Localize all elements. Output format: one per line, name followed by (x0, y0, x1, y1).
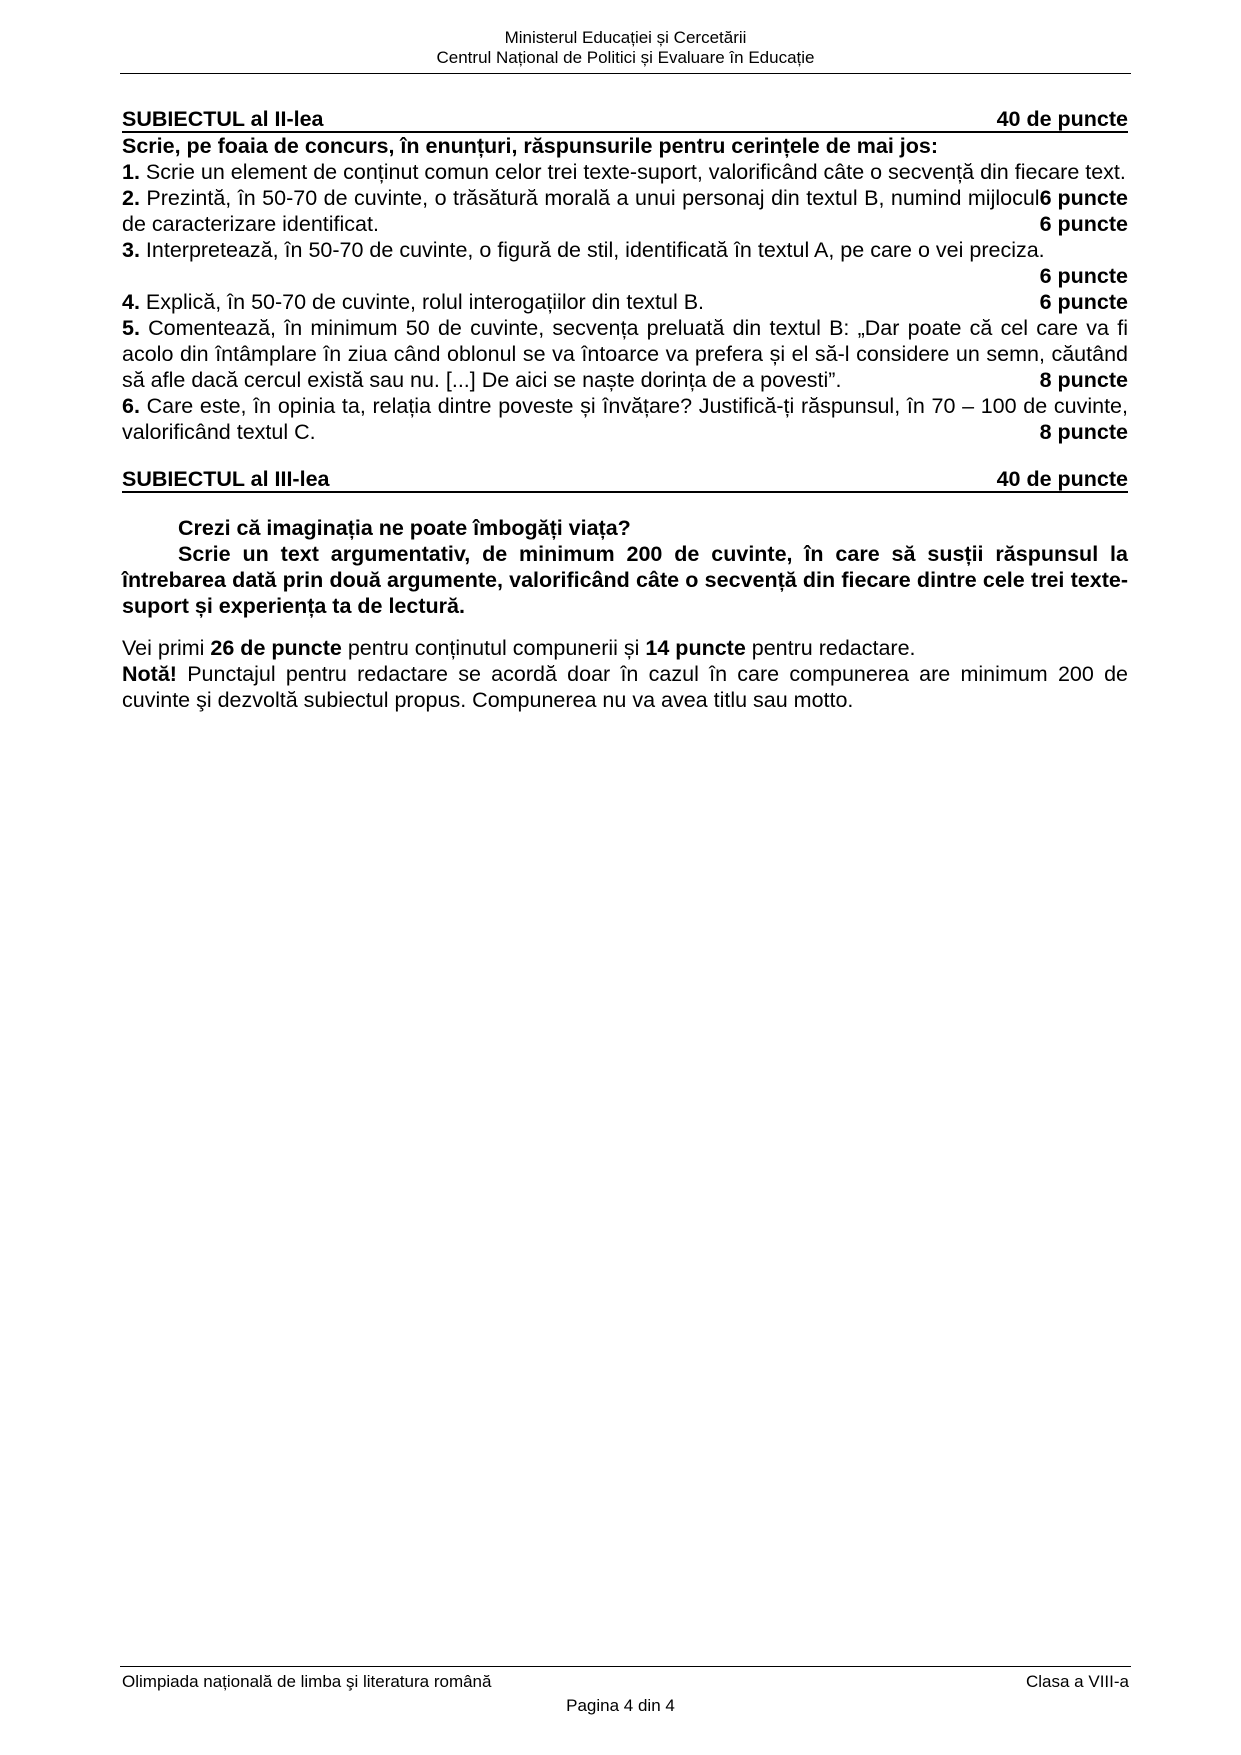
scoring-suffix: pentru redactare. (745, 636, 916, 660)
footer-olympiad: Olimpiada națională de limba şi literatura română (122, 1672, 492, 1691)
footer-divider (120, 1666, 1131, 1667)
question-text: Comentează, în minimum 50 de cuvinte, secvența preluată din textul B: „Dar poate că cel care va fi acolo din întâmplare în ziua când oblonul se va întoarce va prefera și el să-l considere un semn, căutând să afle dacă cercul există sau nu. [...] De aici se naște dorința de a povesti”. (122, 316, 1128, 392)
question-item (122, 185, 1128, 237)
page-header (120, 28, 1131, 68)
essay-question: Crezi că imaginația ne poate îmbogăți viața? (178, 516, 631, 540)
question-item (122, 289, 1128, 315)
question-points: 6 puncte (1039, 290, 1128, 314)
question-points: 6 puncte (1039, 186, 1128, 210)
question-text: Interpretează, în 50-70 de cuvinte, o figură de stil, identificată în textul A, pe care o vei preciza. (145, 238, 1045, 262)
question-item (122, 159, 1128, 210)
question-number: 2. (122, 186, 140, 210)
question-text: Scrie un element de conținut comun celor trei texte-suport, valorificând câte o secvență din fiecare text. (145, 160, 1126, 184)
scoring-info (122, 635, 1128, 661)
note-label: Notă! (122, 662, 177, 686)
section2-title: SUBIECTUL al II-lea (122, 107, 324, 131)
essay-task: Scrie un text argumentativ, de minimum 200 de cuvinte, în care să susții răspunsul la întrebarea dată prin două argumente, valorificând câte o secvență din fiecare dintre cele trei texte-suport și experiența ta de lectură. (122, 542, 1128, 618)
section3-heading (122, 467, 1128, 493)
question-number: 6. (122, 394, 140, 418)
question-number: 5. (122, 316, 140, 340)
section2-points: 40 de puncte (996, 107, 1128, 131)
question-number: 1. (122, 160, 140, 184)
scoring-prefix: Vei primi (122, 636, 211, 660)
question-points: 6 puncte (1039, 212, 1128, 236)
question-text: Care este, în opinia ta, relația dintre poveste și învățare? Justifică-ți răspunsul, în 70 – 100 de cuvinte, valorificând textul C. (122, 394, 1128, 444)
header-ministry: Ministerul Educației și Cercetării (504, 28, 747, 47)
editing-points: 14 puncte (645, 636, 746, 660)
question-number: 4. (122, 290, 140, 314)
note-text: Punctajul pentru redactare se acordă doar în cazul în care compunerea are minimum 200 de cuvinte şi dezvoltă subiectul propus. Compunerea nu va avea titlu sau motto. (122, 662, 1128, 712)
question-item (122, 237, 1128, 289)
note (122, 661, 1128, 713)
section3-points: 40 de puncte (996, 467, 1128, 491)
question-points: 6 puncte (1039, 264, 1128, 288)
header-center: Centrul Național de Politici și Evaluare în Educație (436, 48, 815, 67)
question-text: Explică, în 50-70 de cuvinte, rolul interogațiilor din textul B. (145, 290, 705, 314)
question-text: Prezintă, în 50-70 de cuvinte, o trăsătură morală a unui personaj din textul B, numind mijlocul de caracterizare identificat. (122, 186, 1040, 236)
page-number: Pagina 4 din 4 (566, 1696, 675, 1715)
footer-grade: Clasa a VIII-a (1026, 1672, 1129, 1691)
section2-instruction: Scrie, pe foaia de concurs, în enunțuri, răspunsurile pentru cerințele de mai jos: (122, 134, 939, 158)
question-points: 8 puncte (1039, 368, 1128, 392)
question-number: 3. (122, 238, 140, 262)
question-points: 8 puncte (1039, 420, 1128, 444)
question-item (122, 393, 1128, 445)
question-item (122, 315, 1128, 393)
section2-heading (122, 107, 1128, 133)
scoring-middle: pentru conținutul compunerii și (341, 636, 646, 660)
section3-title: SUBIECTUL al III-lea (122, 467, 330, 491)
content-points: 26 de puncte (210, 636, 342, 660)
main-content (122, 107, 1128, 713)
header-divider (120, 73, 1131, 74)
